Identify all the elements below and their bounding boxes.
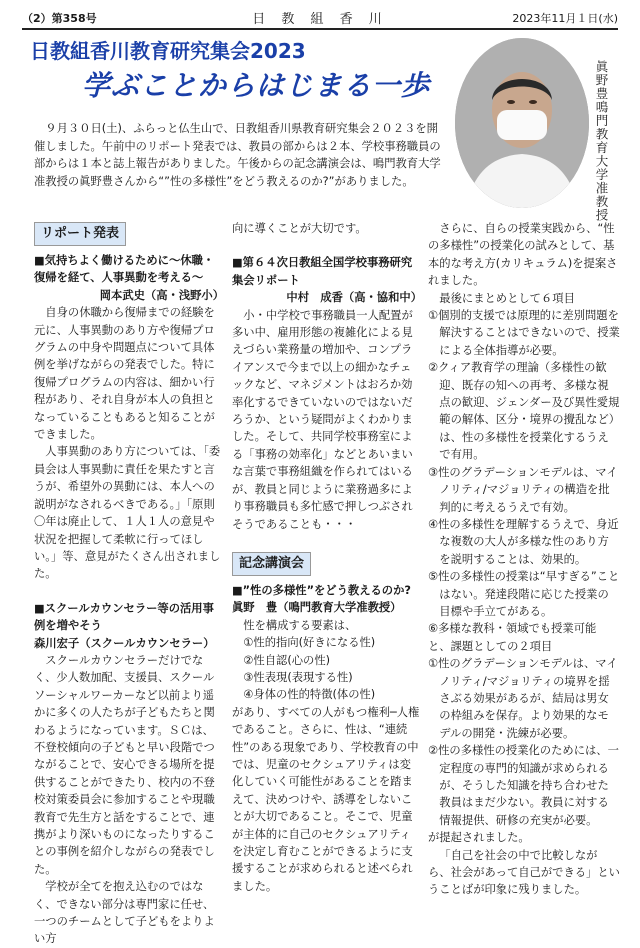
summary-item-1: ①個別的支援では原理的に差別問題を解決することはできないので、授業による全体指導が必要。 [428, 309, 620, 357]
report-2-title: ■スクールカウンセラー等の活用事例を増やそう [34, 601, 214, 633]
lecture-paragraph: があり、すべての人がもつ権利─人権であること。さらに、性は、“連続性”のある現象であり、学校教育の中では、児童のセクシュアリティは変化していく可能性があることを踏まえて、決めつけや、誘導をしないことが大切であること。そこで、児童が主体的に自己のセクシュアリティを決定し育むことができるように支援することが求められると述べられました。 [232, 705, 420, 893]
lecture-element-3: ③性表現(表現する性) [243, 670, 353, 684]
report-2-paragraph-1: スクールカウンセラーだけでなく、少人数加配、支援員、スクールソーシャルワーカーなど以前より遥かに多くの人たちが子どもたちと関わるようになっています。ＳＣは、不登校傾向の子どもと早い段階でつながることで、安心できる場所を提供することができたり、校内の不登校対策委員会に参加することや現職教育で先生方と話をすることで、連携がより深いものになったりすることの事例を紹介しながらの発表でした。 [34, 653, 215, 876]
summary-item-5: ⑤性の多様性の授業は“早すぎる”ことはない。発達段階に応じた授業の目標や手立てがある。 [428, 570, 620, 618]
report-1-paragraph-2: 人事異動のあり方については、「委員会は人事異動に責任を果たすと言うが、希望外の異動には、本人への説明がなされるべきである。」「原則〇年は廃止して、１人１人の意見や状況を把握して柔軟に行ってほしい。」等、意見がたくさん出されました。 [34, 445, 221, 581]
column-1 [34, 220, 224, 948]
issue-item-2: ②性の多様性の授業化のためには、一定程度の専門的知識が求められるが、そうした知識を持ち合わせた教員はまだ少ない。教員に対する情報提供、研修の充実が必要。 [428, 744, 619, 827]
spacer [232, 533, 422, 550]
lecture-speaker: 眞野 豊（鳴門教育大学准教授） [232, 601, 402, 615]
page-number: （2）第358号 [22, 12, 97, 25]
lecture-element-2: ②性自認(心の性) [243, 653, 331, 667]
summary-item-4: ④性の多様性を理解するうえで、身近な複数の大人が多様な性のあり方を説明することは、効果的。 [428, 517, 619, 566]
lead-paragraph [34, 120, 442, 190]
report-3-paragraph: 小・中学校で事務職員一人配置が多い中、雇用形態の複雑化による見えづらい業務量の増加や、コンプライアンスで今まで以上の細かなチェックなど、マネジメントはおろか効率化するできていないのではないだろうか、という疑問がよくわかりました。そして、共同学校事務室による「事務の効率化」などとあいまいな言葉で事務組織を作られてはいるが、教員と同じように業務過多により事務職員も多忙感で押しつぶされそうであることも・・・ [232, 308, 413, 531]
summary-item-2: ②クィア教育学の理論（多様性の歓迎、既存の知への再考、多様な視点の歓迎、ジェンダー及び異性愛規範の解体、区分・境界の攪乱など）は、性の多様性を授業化するうえで有用。 [428, 361, 620, 462]
lecture-element-1: ①性的指向(好きになる性) [243, 636, 376, 650]
section-heading-report: リポート発表 [34, 222, 126, 246]
lecture-title: ■”性の多様性”をどう教えるのか? [232, 583, 411, 597]
closing-quote: 「自己を社会の中で比較しながら、社会があって自己ができる」ということばが印象に残りました。 [428, 848, 620, 897]
report-1-author: 岡本武史（高・浅野小） [99, 288, 224, 302]
spacer [34, 583, 224, 600]
lead-text: ９月３０日(土)、ふらっと仏生山で、日教組香川県教育研究集会２０２３を開催しました。午前中のリポート発表では、教員の部からは２本、学校事務職員の部からは１本と誌上報告がありました。午後からの記念講演会は、鳴門教育大学准教授の眞野豊さんから“”性の多様性”をどう教えるのか?”がありました。 [34, 122, 441, 188]
summary-item-6: ⑥多様な教科・領域でも授業可能 [428, 622, 597, 636]
page-header [22, 6, 618, 32]
lecture-paragraph-2: さらに、自らの授業実践から、“性の多様性”の授業化の試みとして、基本的な考え方(カリキュラム)を提案されました。 [428, 222, 618, 288]
issues-closing: が提起されました。 [428, 831, 530, 845]
report-3-title: ■第６４次日教組全国学校事務研究集会リポート [232, 256, 413, 287]
spacer [232, 237, 422, 254]
summary-item-3: ③性のグラデーションモデルは、マイノリティ/マジョリティの構造を批判的に考えるうえで有効。 [428, 465, 618, 514]
report-1-paragraph-1: 自身の休職から復帰までの経験を元に、人事異動のあり方や復帰プログラムの中身や問題点について具体例を挙げながらの発表でした。特に復帰プログラムの内容は、細かい行程があり、それ自身が本人の負担となっていることもあると知ることができました。 [34, 306, 215, 442]
lecture-element-4: ④身体の性的特徴(体の性) [243, 688, 376, 702]
article-subtitle: 学ぶことからはじまる一歩 [82, 69, 431, 102]
speaker-photo [455, 38, 589, 208]
report-2-continued: 向に導くことが大切です。 [232, 222, 367, 235]
report-2-author: 森川宏子（スクールカウンセラー） [34, 636, 215, 650]
report-3-author: 中村 成香（高・協和中） [286, 291, 422, 305]
issue-date: 2023年11月１日(水) [512, 12, 618, 25]
issues-intro: と、課題としての２項目 [428, 639, 553, 653]
issue-item-1: ①性のグラデーションモデルは、マイノリティ/マジョリティの境界を揺さぶる効果があるが、結局は男女の枠組みを保存。より効果的なモデルの開発・洗練が必要。 [428, 657, 618, 740]
lecture-intro: 性を構成する要素は、 [243, 618, 357, 632]
summary-intro: 最後にまとめとして６項目 [439, 291, 575, 305]
section-heading-lecture: 記念講演会 [232, 552, 311, 576]
article-title: 日教組香川教育研究集会2023 [30, 39, 306, 63]
header-rule [22, 28, 618, 30]
column-2 [232, 220, 422, 895]
photo-caption: 眞野豊鳴門教育大学准教授 [594, 60, 609, 222]
report-1-title: ■気持ちよく働けるために～休職・復帰を経て、人事異動を考える～ [34, 254, 215, 285]
column-3 [428, 220, 620, 899]
speaker-portrait-icon [455, 38, 589, 208]
newspaper-name: 日 教 組 香 川 [252, 12, 388, 27]
report-2-paragraph-2: 学校が全てを抱え込むのではなく、できない部分は専門家に任せ、一つのチームとして子どもをよりよい方 [34, 880, 215, 946]
